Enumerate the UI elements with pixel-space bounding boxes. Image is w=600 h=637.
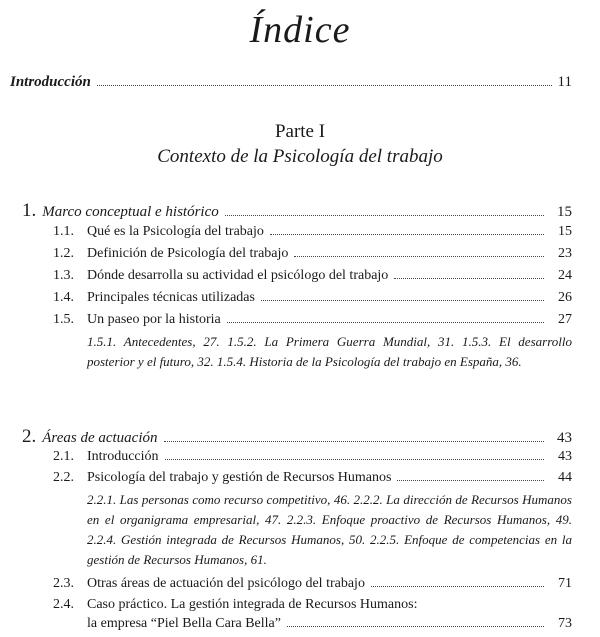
section-number: 1.1. [53,224,74,239]
section-page: 43 [558,449,572,464]
dot-leader [165,459,544,460]
dot-leader [97,85,552,86]
part-label: Parte I [274,121,326,142]
section-page: 71 [558,576,572,591]
section-number: 2.4. [53,597,74,612]
chapter-title: Áreas de actuación [42,430,158,446]
toc-chapter-1[interactable] [22,200,572,222]
dot-leader [394,278,544,279]
toc-section-2-1[interactable] [53,449,572,465]
section-page: 26 [558,290,572,305]
section-number: 2.3. [53,576,74,591]
toc-section-2-4-continued[interactable] [87,616,572,632]
subsection-list: 1.5.1. Antecedentes, 27. 1.5.2. La Primera Guerra Mundial, 31. 1.5.3. El desarrollo posterior y el futuro, 32. 1.5.4. Historia de la Psicología del trabajo en España, 36. [87,334,572,369]
chapter-page: 43 [557,430,572,446]
toc-section-1-5[interactable] [53,312,572,328]
chapter-title: Marco conceptual e histórico [42,204,219,220]
dot-leader [225,215,544,216]
section-page: 73 [558,616,572,631]
section-number: 1.4. [53,290,74,305]
dot-leader [227,322,544,323]
section-title-continued: la empresa “Piel Bella Cara Bella” [87,616,281,631]
toc-chapter-2[interactable] [22,426,572,448]
chapter-number: 2. [22,426,37,447]
section-number: 2.1. [53,449,74,464]
dot-leader [261,300,544,301]
section-page: 44 [558,470,572,485]
dot-leader [294,256,544,257]
subsection-list: 2.2.1. Las personas como recurso competitivo, 46. 2.2.2. La dirección de Recursos Humanos en el organigrama empresarial, 47. 2.2.3. Enfoque proactivo de Recursos Humanos, 49. 2.2.4. Gestión integrada de Recursos Humanos, 50. 2.2.5. Enfoque de competencias en la gestión de Recursos Humanos, 61. [87,492,572,567]
section-title: Principales técnicas utilizadas [87,290,255,305]
section-title: Otras áreas de actuación del psicólogo del trabajo [87,576,365,591]
toc-section-2-3[interactable] [53,576,572,592]
section-page: 15 [558,224,572,239]
section-title: Qué es la Psicología del trabajo [87,224,264,239]
toc-entry-introduction[interactable] [10,74,572,91]
toc-section-2-2[interactable] [53,470,572,486]
dot-leader [397,480,544,481]
toc-entry-label: Introducción [10,74,91,90]
section-title: Un paseo por la historia [87,312,221,327]
toc-section-1-1[interactable] [53,224,572,240]
chapter-number: 1. [22,200,37,221]
toc-section-2-4[interactable] [53,597,572,613]
section-page: 24 [558,268,572,283]
toc-section-1-3[interactable] [53,268,572,284]
toc-entry-page: 11 [557,74,572,90]
dot-leader [371,586,544,587]
dot-leader [270,234,544,235]
page-title: Índice [249,9,351,51]
section-title: Introducción [87,449,159,464]
section-page: 27 [558,312,572,327]
chapter-page: 15 [557,204,572,220]
section-number: 2.2. [53,470,74,485]
dot-leader [287,626,544,627]
section-page: 23 [558,246,572,261]
dot-leader [164,441,545,442]
section-number: 1.2. [53,246,74,261]
section-title: Definición de Psicología del trabajo [87,246,289,261]
toc-section-1-2[interactable] [53,246,572,262]
toc-section-1-4[interactable] [53,290,572,306]
section-title: Psicología del trabajo y gestión de Recursos Humanos [87,470,392,485]
section-number: 1.5. [53,312,74,327]
section-number: 1.3. [53,268,74,283]
section-title: Caso práctico. La gestión integrada de Recursos Humanos: [87,597,418,612]
part-title: Contexto de la Psicología del trabajo [157,146,443,167]
section-title: Dónde desarrolla su actividad el psicólogo del trabajo [87,268,389,283]
